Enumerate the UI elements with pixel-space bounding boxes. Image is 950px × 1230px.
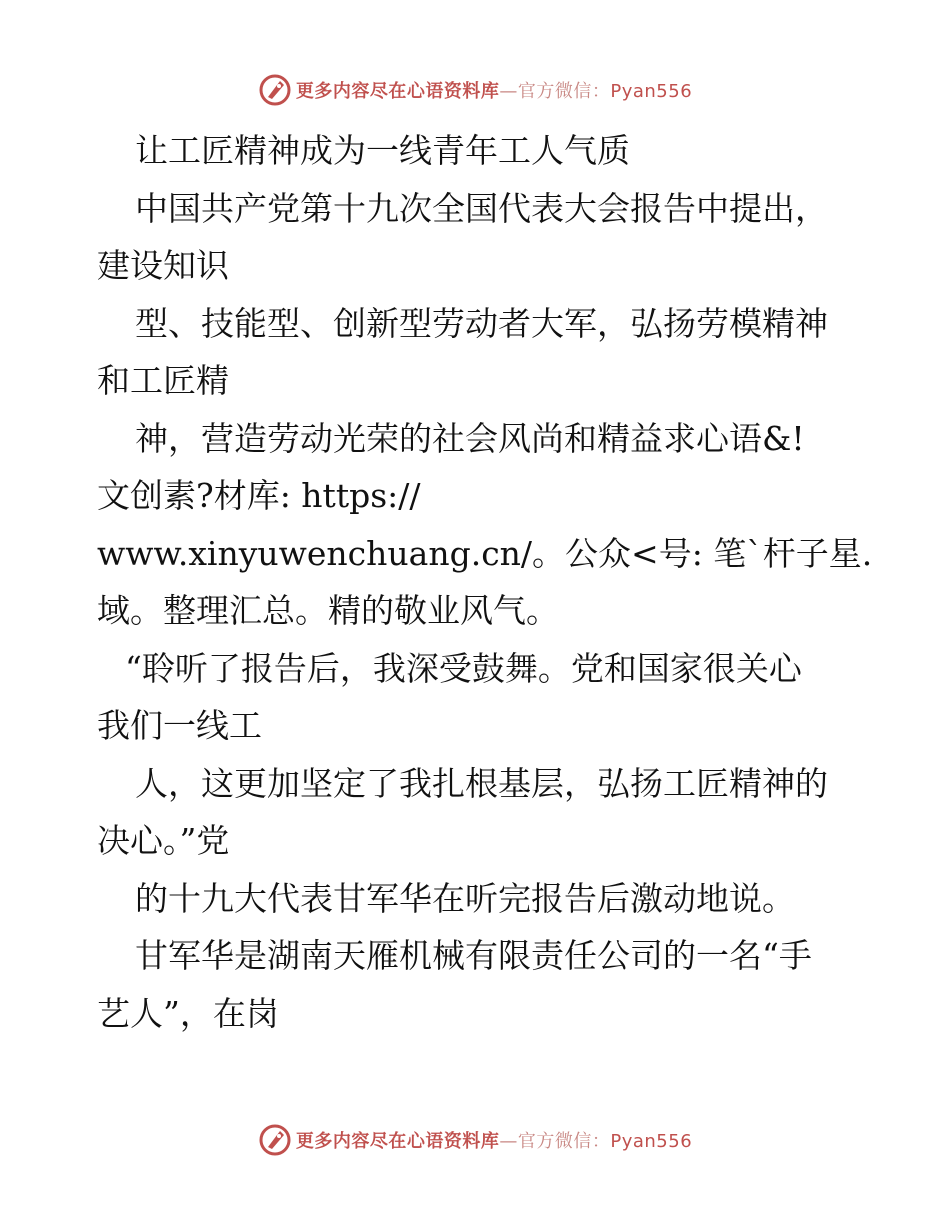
footer-banner <box>0 1120 950 1160</box>
doc-line: 型、技能型、创新型劳动者大军，弘扬劳模精神 <box>135 303 828 343</box>
doc-line: 我们一线工 <box>97 706 262 745</box>
footer-banner-main: 更多内容尽在心语资料库 <box>295 1131 500 1152</box>
doc-line: 人，这更加坚定了我扎根基层，弘扬工匠精神的 <box>135 763 828 803</box>
footer-banner-wechat: 官方微信： <box>517 1131 611 1152</box>
header-banner-wechat: 官方微信： <box>517 81 611 102</box>
doc-line: 甘军华是湖南天雁机械有限责任公司的一名“手 <box>135 936 812 975</box>
document-body <box>97 122 873 1042</box>
doc-line: www.xinyuwenchuang.cn/。公众<号: 笔`杆子星. <box>97 533 873 573</box>
doc-line: 建设知识 <box>97 246 229 285</box>
header-banner-main: 更多内容尽在心语资料库 <box>295 81 500 102</box>
doc-line: 的十九大代表甘军华在听完报告后激动地说。 <box>135 878 795 918</box>
footer-banner-text <box>296 1127 692 1153</box>
doc-line: 神，营造劳动光荣的社会风尚和精益求心语&! <box>135 418 805 458</box>
header-banner <box>0 70 950 110</box>
header-banner-id: Pyan556 <box>610 81 693 102</box>
doc-title: 让工匠精神成为一线青年工人气质 <box>135 131 630 170</box>
doc-line: 文创素?材库: https:// <box>97 476 421 515</box>
footer-banner-sep: — <box>499 1131 518 1152</box>
header-banner-sep: — <box>499 81 518 102</box>
pen-nib-logo-icon <box>258 1123 292 1157</box>
doc-line: 域。整理汇总。精的敬业风气。 <box>97 591 559 630</box>
doc-line: 和工匠精 <box>97 361 229 400</box>
header-banner-text <box>296 77 692 103</box>
footer-banner-id: Pyan556 <box>610 1131 693 1152</box>
doc-line: 艺人”，在岗 <box>97 993 279 1033</box>
doc-line: 中国共产党第十九次全国代表大会报告中提出， <box>135 188 828 228</box>
doc-line: 决心。”党 <box>97 821 230 860</box>
pen-nib-logo-icon <box>258 73 292 107</box>
doc-line: “聆听了报告后，我深受鼓舞。党和国家很关心 <box>125 648 802 688</box>
